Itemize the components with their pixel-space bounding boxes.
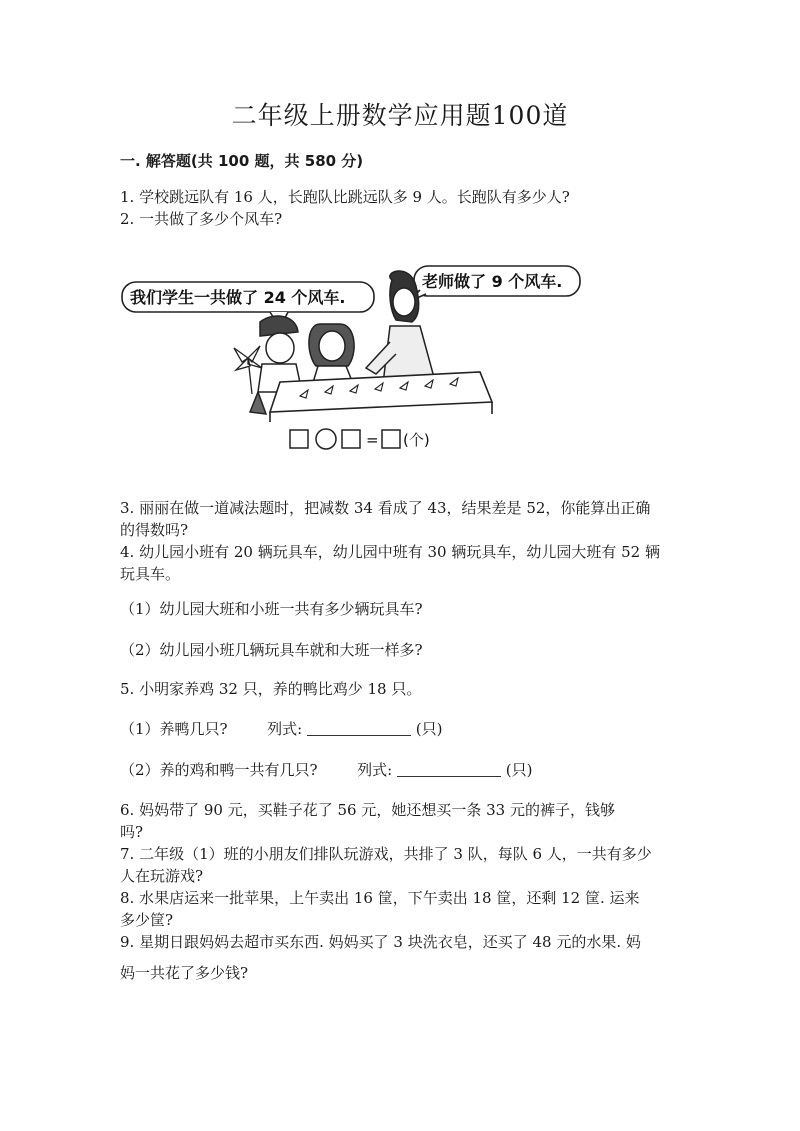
bubble-left-text: 我们学生一共做了 24 个风车. bbox=[130, 288, 346, 307]
girl-figure bbox=[309, 324, 354, 386]
question-5: 5. 小明家养鸡 32 只，养的鸭比鸡少 18 只。 bbox=[120, 680, 422, 698]
answer-blank[interactable] bbox=[307, 719, 411, 736]
unit-label: (只) bbox=[505, 761, 533, 779]
question-5-part-1 bbox=[120, 718, 443, 740]
formula-label: 列式: bbox=[357, 761, 393, 779]
answer-box-3 bbox=[382, 430, 400, 448]
operator-circle bbox=[316, 429, 336, 449]
question-7-line-2: 人在玩游戏? bbox=[120, 867, 204, 885]
question-7-line-1: 7. 二年级（1）班的小朋友们排队玩游戏，共排了 3 队，每队 6 人，一共有多少 bbox=[120, 845, 652, 863]
question-9-line-1: 9. 星期日跟妈妈去超市买东西. 妈妈买了 3 块洗衣皂，还买了 48 元的水果. 妈 bbox=[120, 933, 641, 951]
windmill-illustration bbox=[120, 262, 600, 462]
question-6-line-1: 6. 妈妈带了 90 元，买鞋子花了 56 元，她还想买一条 33 元的裤子，钱够 bbox=[120, 801, 615, 819]
question-1: 1. 学校跳远队有 16 人，长跑队比跳远队多 9 人。长跑队有多少人? bbox=[120, 188, 570, 206]
question-8-line-1: 8. 水果店运来一批苹果，上午卖出 16 筐，下午卖出 18 筐，还剩 12 筐. 运来 bbox=[120, 889, 640, 907]
answer-box-1 bbox=[290, 430, 308, 448]
question-5-part-2 bbox=[120, 759, 533, 781]
unit-label: (只) bbox=[415, 720, 443, 738]
windmill-icon bbox=[234, 346, 262, 394]
question-3-line-1: 3. 丽丽在做一道减法题时，把减数 34 看成了 43，结果差是 52，你能算出正确 bbox=[120, 499, 651, 517]
page-title: 二年级上册数学应用题100道 bbox=[231, 101, 569, 130]
answer-box-2 bbox=[342, 430, 360, 448]
bubble-right-text: 老师做了 9 个风车. bbox=[422, 272, 563, 291]
question-5-part-1-text: （1）养鸭几只? bbox=[120, 720, 228, 738]
question-4-line-2: 玩具车。 bbox=[120, 565, 181, 583]
question-6-line-2: 吗? bbox=[120, 823, 144, 841]
answer-blank[interactable] bbox=[397, 760, 501, 777]
question-3-line-2: 的得数吗? bbox=[120, 521, 189, 539]
question-4-part-2: （2）幼儿园小班几辆玩具车就和大班一样多? bbox=[120, 641, 423, 659]
equation-row bbox=[290, 429, 400, 449]
question-4-line-1: 4. 幼儿园小班有 20 辆玩具车，幼儿园中班有 30 辆玩具车，幼儿园大班有 52 辆 bbox=[120, 543, 660, 561]
question-2: 2. 一共做了多少个风车? bbox=[120, 210, 283, 228]
question-4-part-1: （1）幼儿园大班和小班一共有多少辆玩具车? bbox=[120, 600, 423, 618]
section-heading: 一. 解答题(共 100 题，共 580 分) bbox=[120, 152, 364, 170]
question-5-part-2-text: （2）养的鸡和鸭一共有几只? bbox=[120, 761, 318, 779]
formula-label: 列式: bbox=[267, 720, 303, 738]
question-9-line-2: 妈一共花了多少钱? bbox=[120, 964, 249, 982]
equals-sign: = bbox=[366, 431, 379, 449]
equation-unit: (个) bbox=[403, 431, 430, 449]
question-8-line-2: 多少筐? bbox=[120, 911, 174, 929]
